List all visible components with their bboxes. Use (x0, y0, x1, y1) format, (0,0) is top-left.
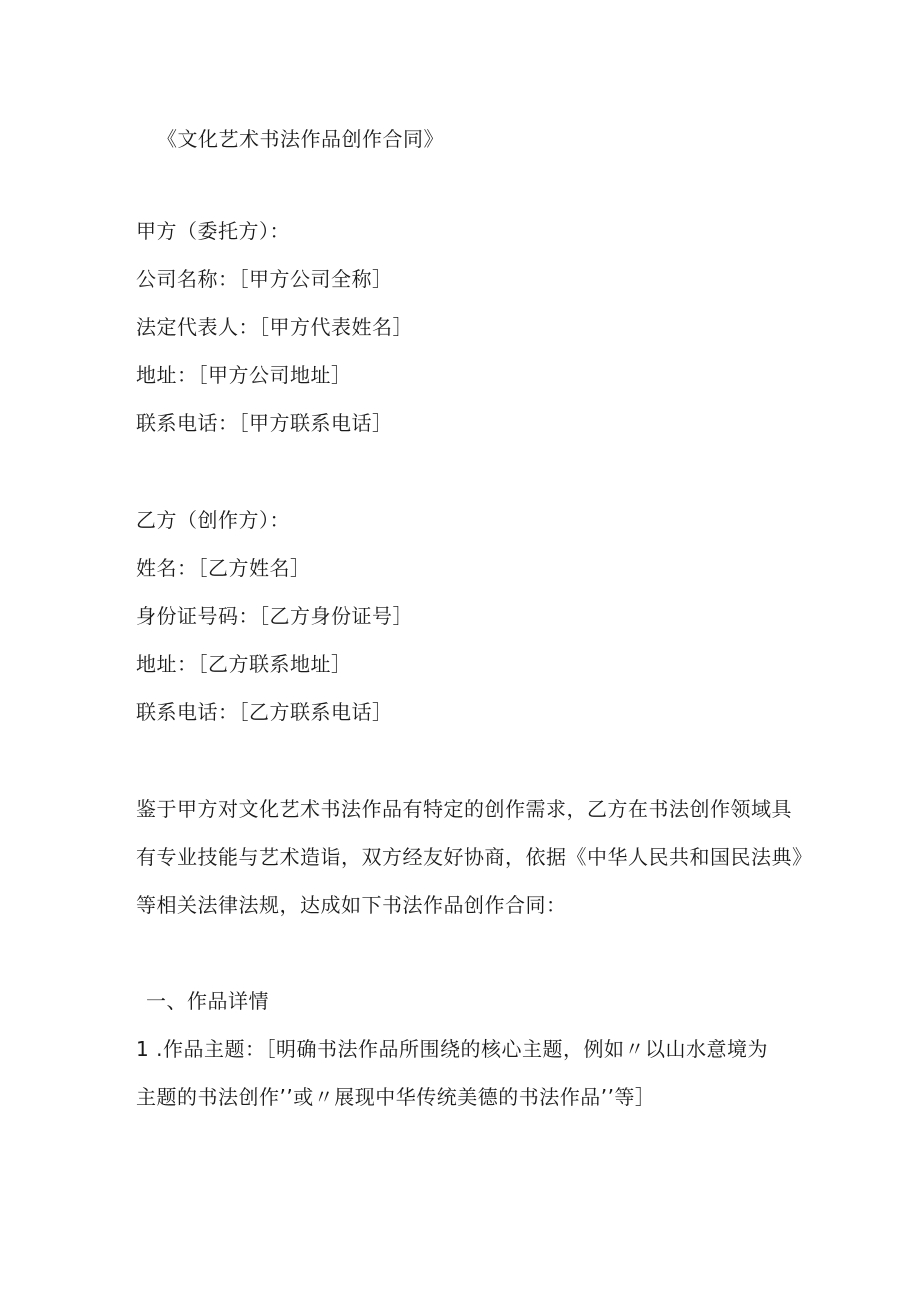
section-1-item-1-line-2: 主题的书法创作’’或〃展现中华传统美德的书法作品’’等］ (136, 1085, 656, 1109)
section-1-heading: 一、作品详情 (146, 989, 269, 1013)
preamble-line-1: 鉴于甲方对文化艺术书法作品有特定的创作需求，乙方在书法创作领域具 (136, 797, 792, 821)
preamble-line-3: 等相关法律法规，达成如下书法作品创作合同： (136, 893, 567, 917)
party-b-phone: 联系电话：［乙方联系电话］ (136, 700, 393, 724)
party-b-id-number: 身份证号码：［乙方身份证号］ (136, 604, 413, 628)
party-b-heading: 乙方（创作方）： (136, 508, 290, 532)
party-b-name: 姓名：［乙方姓名］ (136, 556, 311, 580)
party-a-heading: 甲方（委托方）： (136, 219, 290, 243)
party-a-address: 地址：［甲方公司地址］ (136, 363, 352, 387)
party-a-phone: 联系电话：［甲方联系电话］ (136, 411, 393, 435)
preamble-line-2: 有专业技能与艺术造诣，双方经友好协商，依据《中华人民共和国民法典》 (136, 845, 813, 869)
section-1-item-1-line-1: 1 .作品主题：［明确书法作品所围绕的核心主题，例如〃以山水意境为 (136, 1037, 768, 1061)
party-a-company: 公司名称：［甲方公司全称］ (136, 267, 393, 291)
party-b-address: 地址：［乙方联系地址］ (136, 652, 352, 676)
document-title: 《文化艺术书法作品创作合同》 (157, 127, 444, 151)
party-a-representative: 法定代表人：［甲方代表姓名］ (136, 315, 413, 339)
